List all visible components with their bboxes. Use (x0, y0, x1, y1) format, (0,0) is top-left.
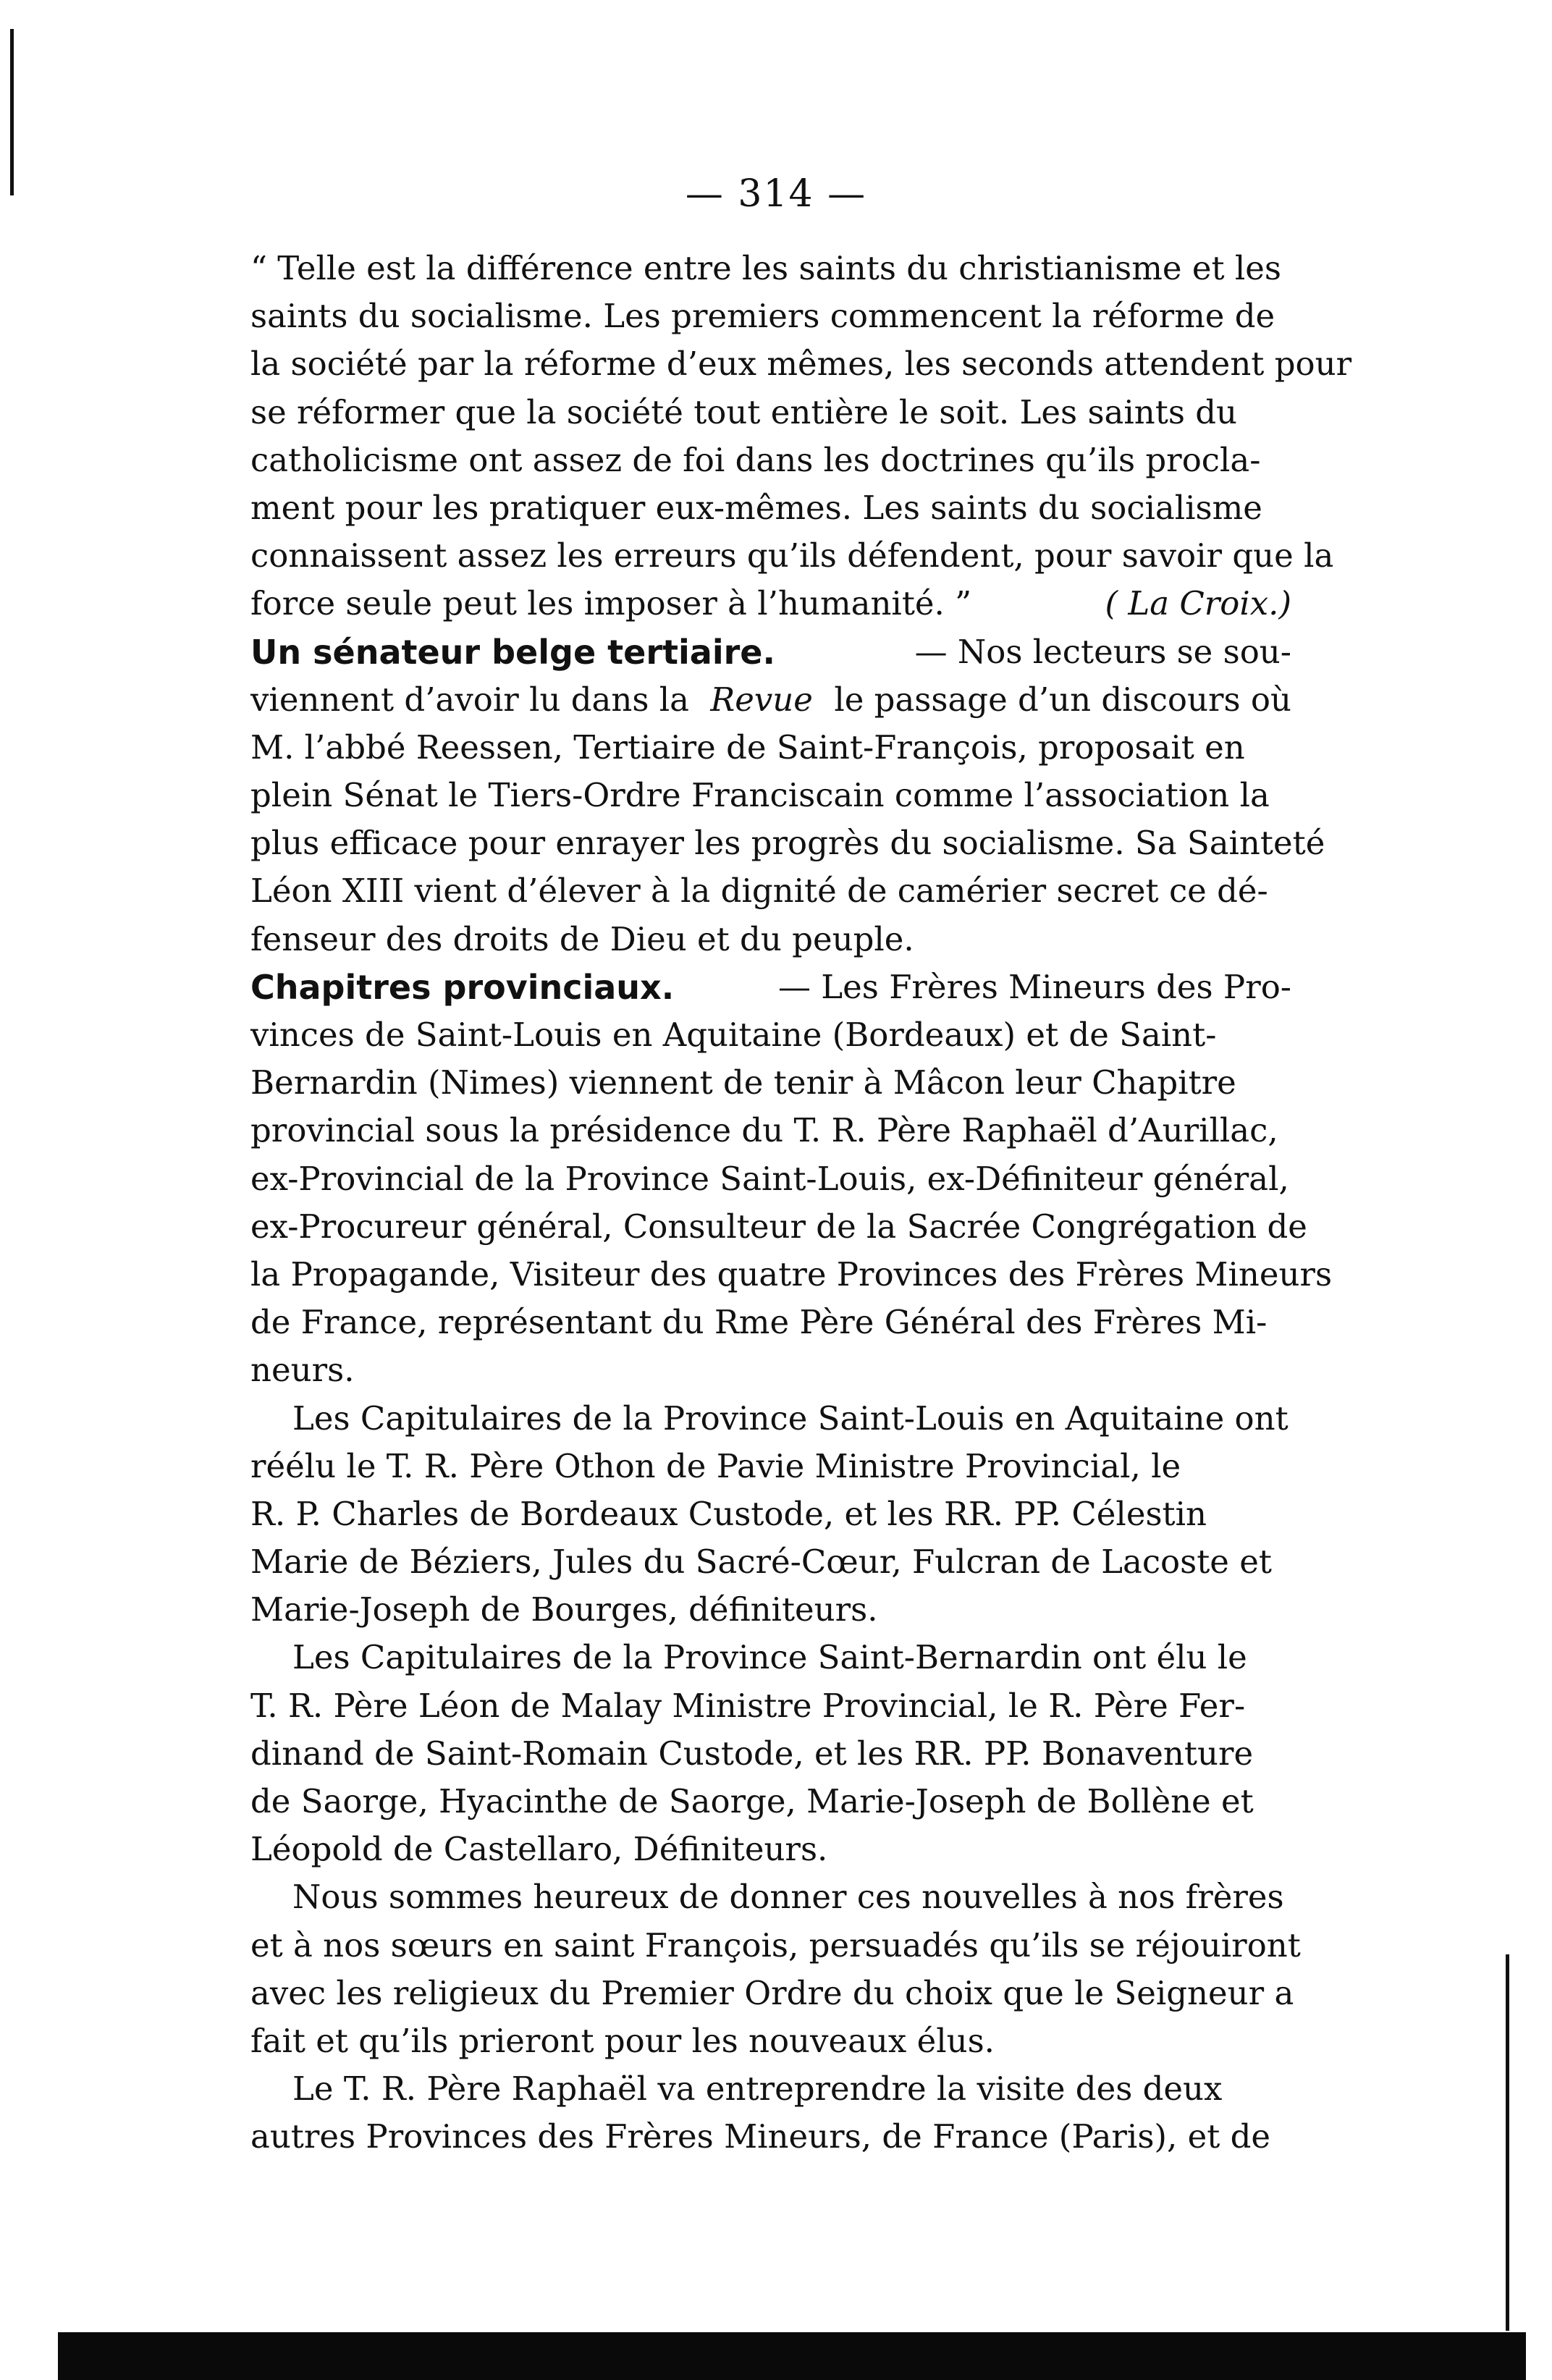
text-line: neurs. (250, 1351, 355, 1390)
text-line: Léopold de Castellaro, Définiteurs. (250, 1830, 828, 1869)
text-fragment: viennent d’avoir lu dans la (250, 680, 689, 719)
text-line: plus efficace pour enrayer les progrès du socialisme. Sa Sainteté (250, 824, 1325, 863)
text-fragment: le passage d’un discours où (834, 680, 1291, 719)
text-line: et à nos sœurs en saint François, persuadés qu’ils se réjouiront (250, 1925, 1301, 1965)
text-line (250, 676, 1291, 724)
section-heading-chapitres: Chapitres provinciaux. (250, 967, 675, 1007)
text-line: la Propagande, Visiteur des quatre Provinces des Frères Mineurs (250, 1254, 1333, 1294)
text-line: dinand de Saint-Romain Custode, et les RR. PP. Bonaventure (250, 1734, 1254, 1773)
text-line: Léon XIII vient d’élever à la dignité de camérier secret ce dé- (250, 872, 1268, 911)
scan-margin-rule (10, 29, 14, 195)
text-line: Le T. R. Père Raphaël va entreprendre la visite des deux (292, 2069, 1223, 2109)
text-line: autres Provinces des Frères Mineurs, de France (Paris), et de (250, 2117, 1271, 2156)
quote-end-text: force seule peut les imposer à l’humanité. ” (250, 584, 972, 623)
text-line: ment pour les pratiquer eux-mêmes. Les saints du socialisme (250, 488, 1262, 527)
text-line: catholicisme ont assez de foi dans les doctrines qu’ils procla- (250, 440, 1261, 479)
quote-source: ( La Croix.) (1105, 584, 1291, 623)
text-line: “ Telle est la différence entre les saints du christianisme et les (250, 249, 1282, 287)
section-text: — Nos lecteurs se sou- (914, 632, 1291, 671)
scan-bottom-border (58, 2332, 1526, 2380)
scan-edge-line (1506, 1954, 1509, 2331)
article-body (250, 245, 1352, 2161)
text-line: connaissent assez les erreurs qu’ils défendent, pour savoir que la (250, 536, 1334, 575)
text-line (250, 963, 1291, 1011)
text-line: Les Capitulaires de la Province Saint-Louis en Aquitaine ont (292, 1398, 1289, 1438)
text-line: Les Capitulaires de la Province Saint-Bernardin ont élu le (292, 1638, 1247, 1677)
text-line: M. l’abbé Reessen, Tertiaire de Saint-François, proposait en (250, 727, 1245, 767)
text-line: Marie de Béziers, Jules du Sacré-Cœur, Fulcran de Lacoste et (250, 1543, 1272, 1582)
text-line: fenseur des droits de Dieu et du peuple. (250, 919, 914, 958)
text-line: de France, représentant du Rme Père Général des Frères Mi- (250, 1303, 1268, 1342)
text-line: de Saorge, Hyacinthe de Saorge, Marie-Joseph de Bollène et (250, 1782, 1254, 1820)
text-line: T. R. Père Léon de Malay Ministre Provincial, le R. Père Fer- (250, 1686, 1246, 1725)
text-line: la société par la réforme d’eux mêmes, les seconds attendent pour (250, 345, 1352, 384)
text-line: plein Sénat le Tiers-Ordre Franciscain comme l’association la (250, 776, 1270, 815)
text-line: avec les religieux du Premier Ordre du choix que le Seigneur a (250, 1973, 1294, 2012)
text-line: vinces de Saint-Louis en Aquitaine (Bordeaux) et de Saint- (250, 1016, 1217, 1054)
text-line: R. P. Charles de Bordeaux Custode, et les RR. PP. Célestin (250, 1494, 1207, 1533)
text-line (250, 628, 1291, 676)
text-line: ex-Procureur général, Consulteur de la Sacrée Congrégation de (250, 1207, 1307, 1246)
text-line: saints du socialisme. Les premiers commencent la réforme de (250, 297, 1275, 336)
text-line: provincial sous la présidence du T. R. Père Raphaël d’Aurillac, (250, 1111, 1278, 1150)
page-number: — 314 — (685, 172, 867, 216)
text-line: se réformer que la société tout entière le soit. Les saints du (250, 392, 1238, 431)
text-line: Bernardin (Nimes) viennent de tenir à Mâcon leur Chapitre (250, 1063, 1236, 1102)
text-line: fait et qu’ils prieront pour les nouveaux élus. (250, 2021, 995, 2060)
text-line: Nous sommes heureux de donner ces nouvelles à nos frères (292, 1878, 1284, 1917)
revue-title: Revue (710, 680, 813, 719)
text-line: ex-Provincial de la Province Saint-Louis, ex-Définiteur général, (250, 1159, 1289, 1198)
text-line (250, 580, 1291, 628)
text-line: Marie-Joseph de Bourges, définiteurs. (250, 1590, 878, 1629)
text-line: réélu le T. R. Père Othon de Pavie Ministre Provincial, le (250, 1446, 1181, 1485)
section-heading-senateur: Un sénateur belge tertiaire. (250, 632, 775, 672)
section-text: — Les Frères Mineurs des Pro- (777, 967, 1291, 1006)
